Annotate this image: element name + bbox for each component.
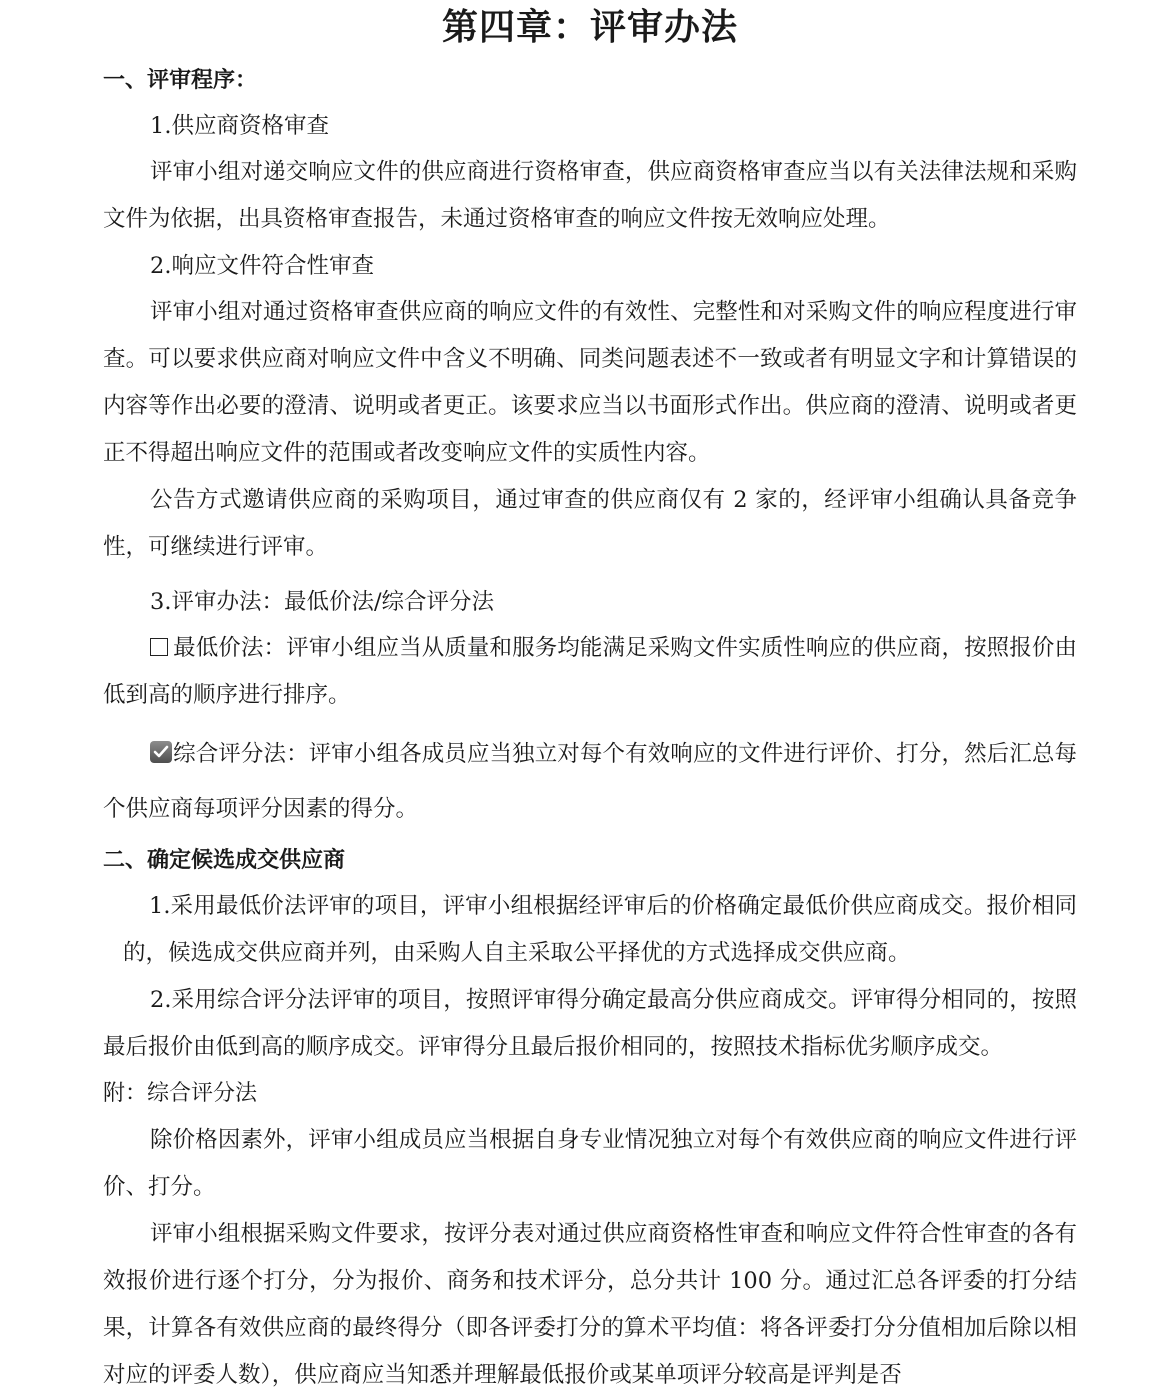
option-lowest-price: [103, 625, 1077, 719]
option-composite-score: [103, 727, 1077, 837]
list-item-lowest-price-rule: 1.采用最低价法评审的项目，评审小组根据经评审后的价格确定最低价供应商成交。报价相同的，候选成交供应商并列，由采购人自主采取公平择优的方式选择成交供应商。: [123, 893, 1077, 966]
appendix-paragraph-2: 评审小组根据采购文件要求，按评分表对通过供应商资格性审查和响应文件符合性审查的各有效报价进行逐个打分，分为报价、商务和技术评分，总分共计 100 分。通过汇总各评委的打分结果，计算各有效供应商的最终得分（即各评委打分的算术平均值：将各评委打分分值相加后除以相对应的评委人数），供应商应当知悉并理解最低报价或某单项评分较高是评判是否: [103, 1221, 1077, 1388]
subsection-title-qualification: 1.供应商资格审查: [150, 113, 329, 139]
section-review-procedure: [103, 57, 1077, 837]
option-lowest-price-text: 最低价法：评审小组应当从质量和服务均能满足采购文件实质性响应的供应商，按照报价由低到高的顺序进行排序。: [103, 635, 1077, 708]
document-page: [103, 0, 1077, 1399]
paragraph-competitiveness: 公告方式邀请供应商的采购项目，通过审查的供应商仅有 2 家的，经评审小组确认具备竞争性，可继续进行评审。: [103, 487, 1077, 560]
paragraph-compliance: 评审小组对通过资格审查供应商的响应文件的有效性、完整性和对采购文件的响应程度进行审查。可以要求供应商对响应文件中含义不明确、同类问题表述不一致或者有明显文字和计算错误的内容等作出必要的澄清、说明或者更正。该要求应当以书面形式作出。供应商的澄清、说明或者更正不得超出响应文件的范围或者改变响应文件的实质性内容。: [103, 299, 1077, 466]
list-item-composite-rule: 2.采用综合评分法评审的项目，按照评审得分确定最高分供应商成交。评审得分相同的，按照最后报价由低到高的顺序成交。评审得分且最后报价相同的，按照技术指标优劣顺序成交。: [103, 987, 1077, 1060]
appendix-paragraph-1: 除价格因素外，评审小组成员应当根据自身专业情况独立对每个有效供应商的响应文件进行评价、打分。: [103, 1127, 1077, 1200]
section-heading-candidate-supplier: 二、确定候选成交供应商: [103, 847, 346, 873]
option-composite-score-text: 综合评分法：评审小组各成员应当独立对每个有效响应的文件进行评价、打分，然后汇总每个供应商每项评分因素的得分。: [103, 741, 1077, 822]
section-appendix: [103, 1071, 1077, 1399]
subsection-title-method: 3.评审办法：最低价法/综合评分法: [150, 589, 495, 615]
checked-checkbox-icon[interactable]: [150, 741, 172, 763]
appendix-heading: 附：综合评分法: [103, 1081, 258, 1106]
unchecked-checkbox-icon[interactable]: [150, 638, 168, 656]
subsection-title-compliance: 2.响应文件符合性审查: [150, 253, 374, 279]
section-heading-review-procedure: 一、评审程序：: [103, 67, 258, 93]
paragraph-qualification: 评审小组对递交响应文件的供应商进行资格审查，供应商资格审查应当以有关法律法规和采购文件为依据，出具资格审查报告，未通过资格审查的响应文件按无效响应处理。: [103, 159, 1077, 232]
section-candidate-supplier: [103, 837, 1077, 1071]
chapter-title: 第四章：评审办法: [441, 6, 738, 48]
